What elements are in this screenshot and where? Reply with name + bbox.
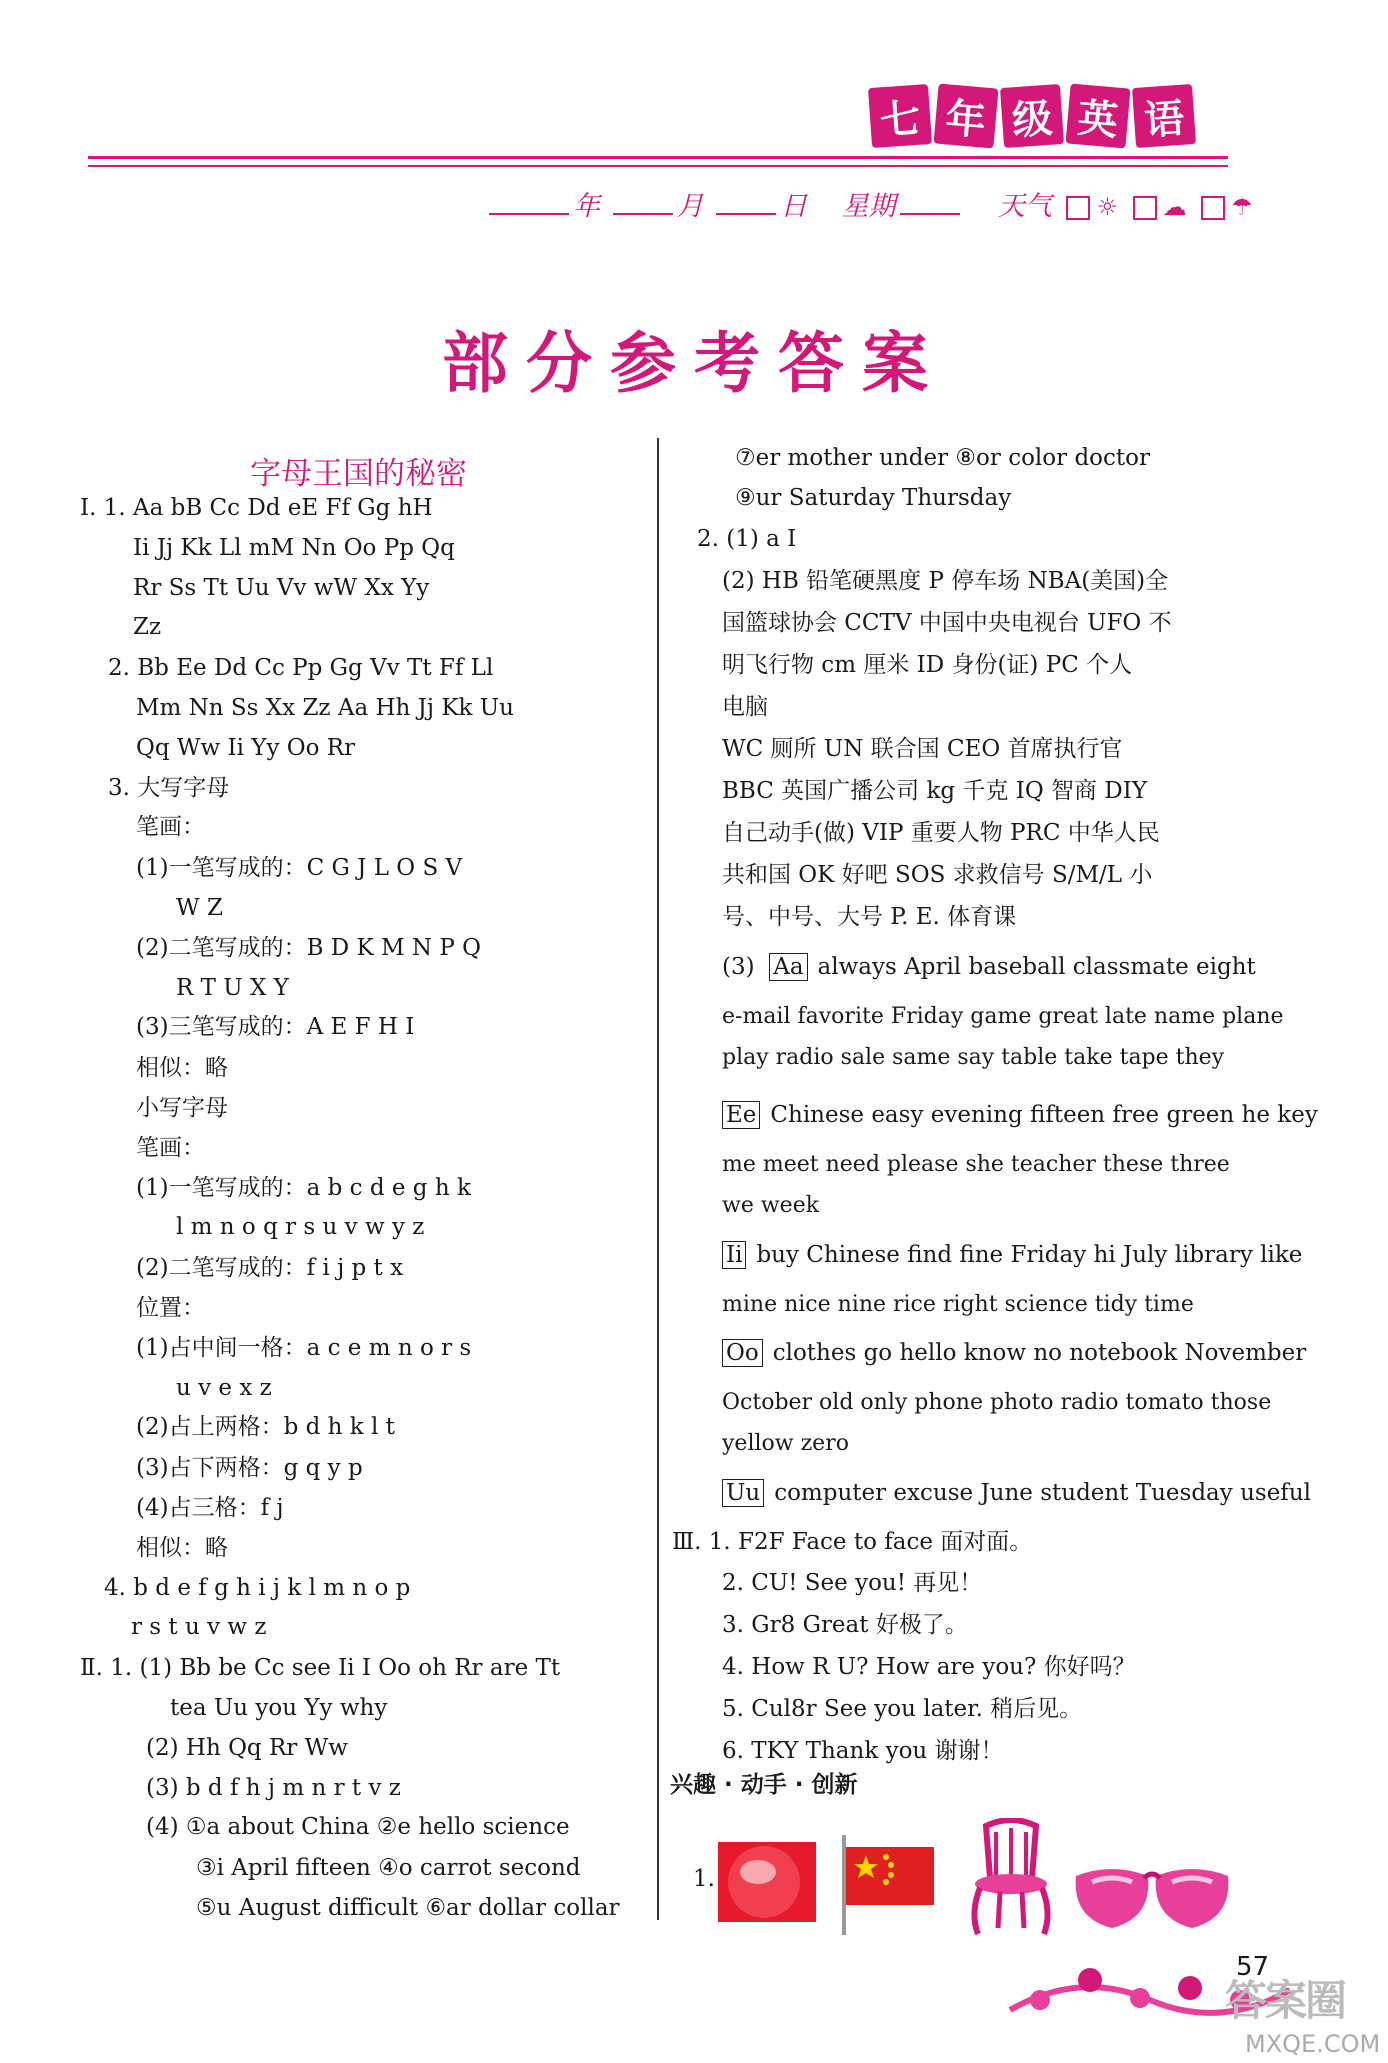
date-weather-line <box>485 184 1253 223</box>
answer-line: Ⅲ. 1. F2F Face to face 面对面。 <box>672 1529 1033 1555</box>
answer-line: Ii Jj Kk Ll mM Nn Oo Pp Qq <box>133 535 455 561</box>
answer-line: 共和国 OK 好吧 SOS 求救信号 S/M/L 小 <box>722 862 1153 888</box>
watermark-logo: 答案圈 <box>1225 1976 1346 2025</box>
pink-chair-image <box>966 1818 1056 1938</box>
answer-line: 3. 大写字母 <box>108 775 230 801</box>
boxed-letter: Oo <box>722 1339 763 1367</box>
answer-line: WC 厕所 UN 联合国 CEO 首席执行官 <box>722 736 1123 762</box>
answer-line: Qq Ww Ii Yy Oo Rr <box>136 735 356 761</box>
answer-line: W Z <box>176 895 223 921</box>
answer-line: 2. (1) a I <box>697 526 797 552</box>
answer-line: (2) HB 铅笔硬黑度 P 停车场 NBA(美国)全 <box>722 568 1169 594</box>
answer-line: 5. Cul8r See you later. 稍后见。 <box>722 1696 1083 1722</box>
answer-line: ⑤u August difficult ⑥ar dollar collar <box>196 1895 620 1921</box>
word-list: clothes go hello know no notebook November <box>772 1340 1307 1366</box>
chinese-flag-image <box>838 1835 938 1935</box>
watermark-url: MXQE.COM <box>1245 2030 1381 2058</box>
rain-icon: ☂ <box>1231 193 1253 221</box>
answer-line: e-mail favorite Friday game great late name plane <box>722 1004 1284 1029</box>
answer-line: 2. Bb Ee Dd Cc Pp Gg Vv Tt Ff Ll <box>108 655 494 681</box>
answer-line: (3) b d f h j m n r t v z <box>146 1775 401 1801</box>
answer-line: Zz <box>133 614 162 640</box>
day-label: 日 <box>780 191 808 222</box>
cloud-icon: ☁ <box>1162 193 1187 221</box>
weekday-label: 星期 <box>841 191 896 222</box>
answer-line: 4. How R U? How are you? 你好吗？ <box>722 1654 1136 1680</box>
answer-line: 相似：略 <box>136 1535 228 1561</box>
book-title-char: 年 <box>933 83 998 148</box>
answer-line: October old only phone photo radio tomato those <box>722 1390 1272 1415</box>
answer-line: 2. CU! See you! 再见！ <box>722 1570 983 1596</box>
answer-line: (4) ①a about China ②e hello science <box>146 1814 570 1840</box>
answer-line: Rr Ss Tt Uu Vv wW Xx Yy <box>133 575 430 601</box>
answer-line: (2)占上两格：b d h k l t <box>136 1414 395 1440</box>
answer-line-boxed <box>722 952 1256 982</box>
answer-line: 3. Gr8 Great 好极了。 <box>722 1612 968 1638</box>
header-rule <box>88 156 1228 167</box>
answer-line: yellow zero <box>722 1431 849 1456</box>
answer-line-boxed <box>722 1100 1318 1130</box>
answer-line: Mm Nn Ss Xx Zz Aa Hh Jj Kk Uu <box>136 695 514 721</box>
page-number: 57 <box>1236 1952 1270 1982</box>
answer-line: 自己动手(做) VIP 重要人物 PRC 中华人民 <box>722 820 1160 846</box>
answer-line: BBC 英国广播公司 kg 千克 IQ 智商 DIY <box>722 778 1148 804</box>
section-subtitle: 兴趣 · 动手 · 创新 <box>670 1772 858 1798</box>
answer-line: we week <box>722 1193 820 1218</box>
answer-line: 4. b d e f g h i j k l m n o p <box>104 1575 411 1601</box>
boxed-letter: Ee <box>722 1101 760 1129</box>
answer-line-boxed <box>722 1338 1306 1368</box>
sunglasses-image <box>1072 1858 1232 1938</box>
answer-line: r s t u v w z <box>131 1614 267 1640</box>
answer-line: me meet need please she teacher these three <box>722 1152 1230 1177</box>
book-title-char: 语 <box>1132 84 1196 148</box>
word-list: buy Chinese find fine Friday hi July library like <box>756 1242 1303 1268</box>
word-list: always April baseball classmate eight <box>817 954 1256 980</box>
answer-line: 明飞行物 cm 厘米 ID 身份(证) PC 个人 <box>722 652 1133 678</box>
word-list: Chinese easy evening fifteen free green he key <box>770 1102 1318 1128</box>
book-title-char: 级 <box>1000 84 1064 148</box>
answer-line: ⑨ur Saturday Thursday <box>735 485 1012 511</box>
answer-line: 笔画： <box>136 814 205 840</box>
answer-line: (4)占三格：f j <box>136 1495 284 1521</box>
page-title: 部分参考答案 <box>442 324 946 402</box>
answer-line: 电脑 <box>722 694 768 720</box>
answer-line: u v e x z <box>176 1375 272 1401</box>
answer-line: 笔画： <box>136 1135 205 1161</box>
answer-line: 号、中号、大号 P. E. 体育课 <box>722 904 1017 930</box>
answer-line: Ⅱ. 1. (1) Bb be Cc see Ii I Oo oh Rr are Tt <box>80 1655 561 1681</box>
boxed-letter: Ii <box>722 1241 746 1269</box>
answer-line: l m n o q r s u v w y z <box>176 1214 425 1240</box>
answer-line: (2)二笔写成的：f i j p t x <box>136 1255 404 1281</box>
answer-line: 相似：略 <box>136 1055 228 1081</box>
book-title-char: 七 <box>868 84 932 148</box>
weather-checkbox <box>1133 196 1157 220</box>
section-title: 字母王国的秘密 <box>250 456 467 492</box>
answer-line: (2) Hh Qq Rr Ww <box>146 1735 348 1761</box>
book-title-char: 英 <box>1065 83 1130 148</box>
answer-line: ⑦er mother under ⑧or color doctor <box>735 445 1150 471</box>
answer-line: 国篮球协会 CCTV 中国中央电视台 UFO 不 <box>722 610 1172 636</box>
answer-line-boxed <box>722 1478 1311 1508</box>
red-ball-image <box>718 1842 816 1922</box>
book-title <box>870 86 1194 150</box>
question-number: 1. <box>693 1866 715 1892</box>
answer-line: (2)二笔写成的：B D K M N P Q <box>136 935 481 961</box>
weather-label: 天气 <box>997 191 1052 222</box>
answer-line: (3)三笔写成的：A E F H I <box>136 1014 415 1040</box>
answer-line: ③i April fifteen ④o carrot second <box>196 1855 581 1881</box>
answer-line: (1)占中间一格：a c e m n o r s <box>136 1335 472 1361</box>
answer-line: (1)一笔写成的：a b c d e g h k <box>136 1175 471 1201</box>
weather-checkbox <box>1201 196 1225 220</box>
answer-line: play radio sale same say table take tape they <box>722 1045 1225 1070</box>
answer-line: (3)占下两格：g q y p <box>136 1455 363 1481</box>
answer-line: (1)一笔写成的：C G J L O S V <box>136 855 463 881</box>
boxed-letter: Uu <box>722 1479 764 1507</box>
answer-line: R T U X Y <box>176 975 289 1001</box>
answer-line: 6. TKY Thank you 谢谢！ <box>722 1738 1004 1764</box>
column-divider <box>657 438 659 1920</box>
weather-checkbox <box>1066 196 1090 220</box>
part-number: (3) <box>722 954 755 980</box>
boxed-letter: Aa <box>769 953 807 981</box>
answer-line: Ⅰ. 1. Aa bB Cc Dd eE Ff Gg hH <box>80 495 433 521</box>
answer-line-boxed <box>722 1240 1302 1270</box>
answer-line: 小写字母 <box>136 1095 228 1121</box>
word-list: computer excuse June student Tuesday useful <box>774 1480 1311 1506</box>
month-label: 月 <box>676 191 704 222</box>
sun-icon: ☼ <box>1096 193 1118 221</box>
answer-line: tea Uu you Yy why <box>170 1695 388 1721</box>
answer-line: mine nice nine rice right science tidy time <box>722 1292 1194 1317</box>
year-label: 年 <box>573 191 600 222</box>
answer-line: 位置： <box>136 1295 205 1321</box>
